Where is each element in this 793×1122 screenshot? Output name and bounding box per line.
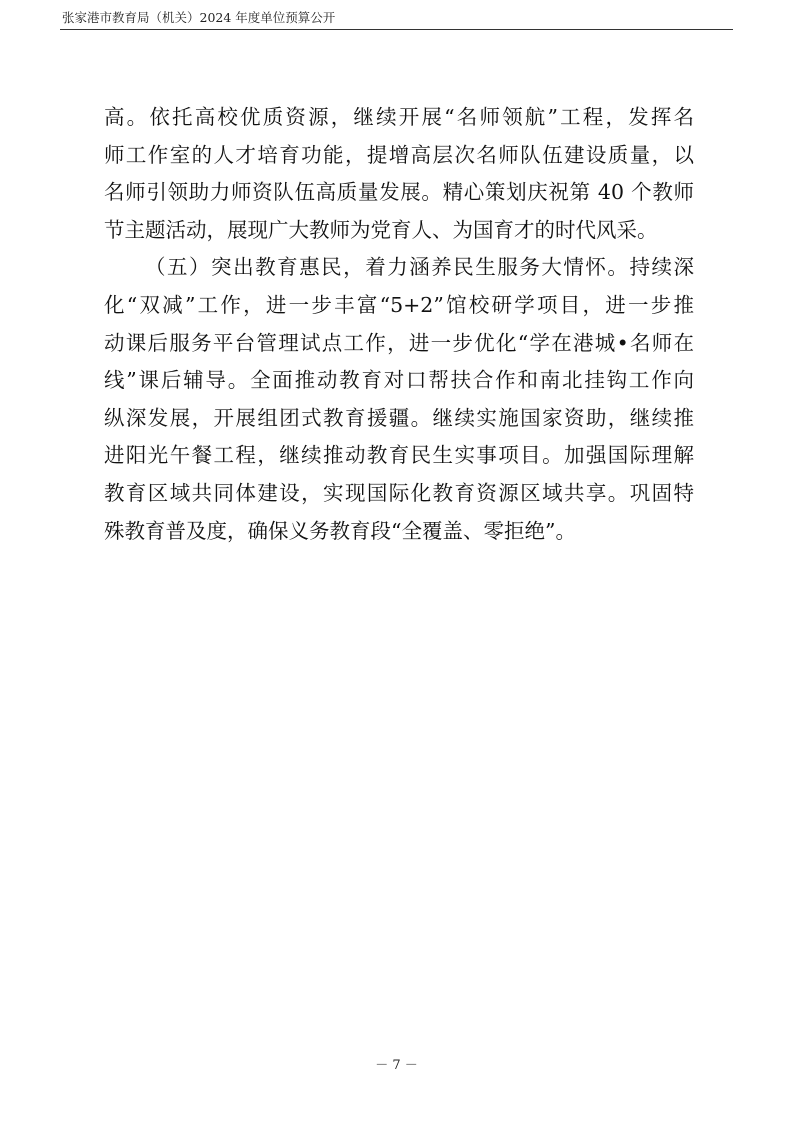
paragraph-2-line: 化“双减”工作，进一步丰富“5+2”馆校研学项目，进一步推 bbox=[104, 292, 694, 317]
paragraph-2-line: 进阳光午餐工程，继续推动教育民生实事项目。加强国际理解 bbox=[104, 443, 694, 468]
paragraph-1-line: 名师引领助力师资队伍高质量发展。精心策划庆祝第 40 个教师 bbox=[104, 180, 694, 205]
paragraph-1-line: 师工作室的人才培育功能，提增高层次名师队伍建设质量，以 bbox=[104, 142, 694, 167]
document-body bbox=[104, 99, 694, 550]
page-header-title: 张家港市教育局（机关）2024 年度单位预算公开 bbox=[62, 10, 336, 25]
paragraph-2-line: 动课后服务平台管理试点工作，进一步优化“学在港城•名师在 bbox=[104, 330, 694, 355]
paragraph-2-line: 殊教育普及度，确保义务教育段“全覆盖、零拒绝”。 bbox=[104, 518, 576, 543]
paragraph-2-line: （五）突出教育惠民，着力涵养民生服务大情怀。持续深 bbox=[145, 255, 694, 280]
paragraph-2-line: 纵深发展，开展组团式教育援疆。继续实施国家资助，继续推 bbox=[104, 405, 694, 430]
paragraph-1 bbox=[104, 99, 694, 249]
paragraph-1-line: 节主题活动，展现广大教师为党育人、为国育才的时代风采。 bbox=[104, 217, 658, 242]
header-divider bbox=[60, 29, 733, 30]
paragraph-1-line: 高。依托高校优质资源，继续开展“名师领航”工程，发挥名 bbox=[104, 105, 694, 129]
page-number: － 7 － bbox=[375, 1058, 418, 1073]
paragraph-2-line: 线”课后辅导。全面推动教育对口帮扶合作和南北挂钩工作向 bbox=[104, 368, 694, 393]
paragraph-2 bbox=[104, 249, 694, 550]
paragraph-2-line: 教育区域共同体建设，实现国际化教育资源区域共享。巩固特 bbox=[104, 480, 694, 505]
